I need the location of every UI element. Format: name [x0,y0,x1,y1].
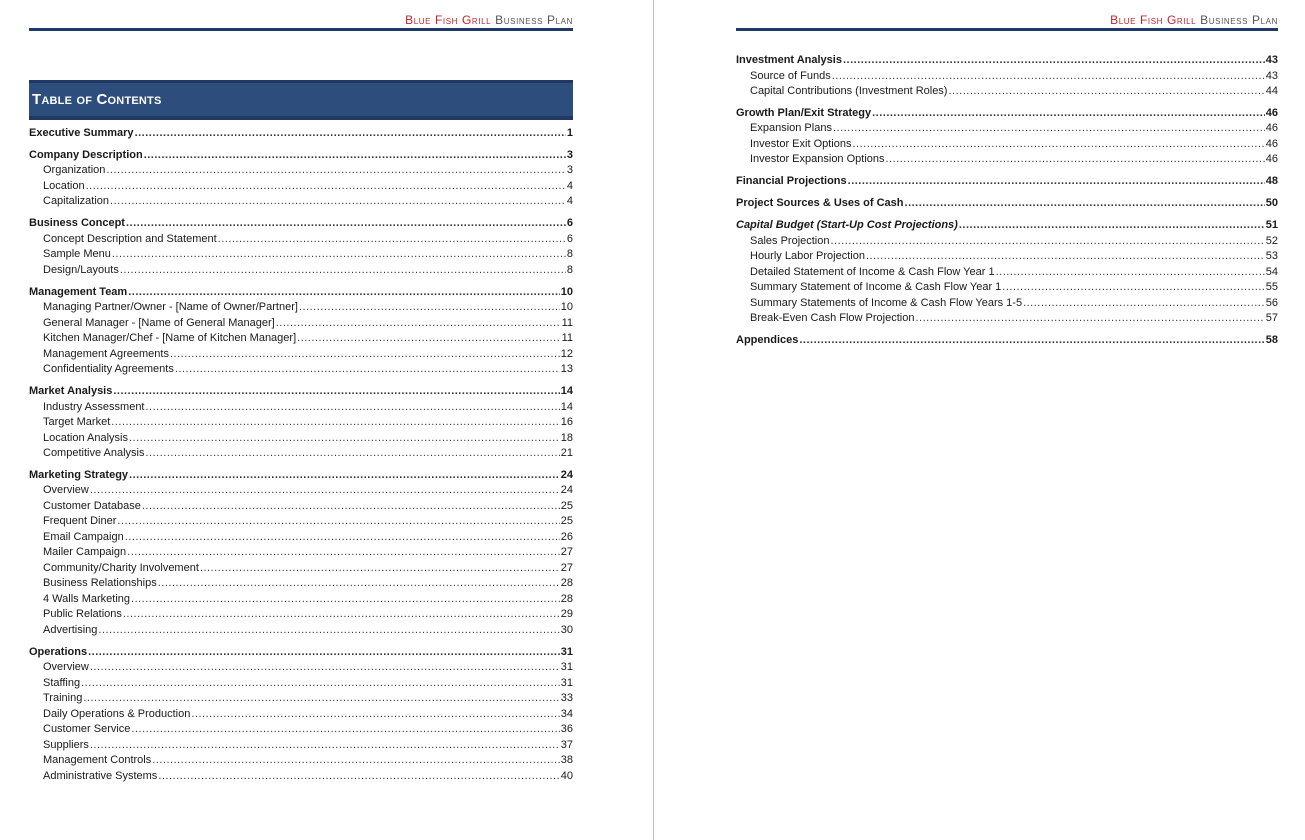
toc-page-number: 6 [566,217,573,230]
toc-page-number: 43 [1265,54,1278,66]
toc-section-entry[interactable] [29,148,573,164]
dot-leader [833,121,1265,137]
toc-entry-title: Location Analysis [43,431,128,444]
toc-subsection-entry[interactable] [29,499,573,515]
toc-page-number: 54 [1265,265,1278,278]
toc-entry-title: Hourly Labor Projection [750,250,865,263]
toc-page-number: 46 [1265,153,1278,166]
dot-leader [158,769,559,785]
dot-leader [123,607,560,623]
toc-page-number: 50 [1265,197,1278,210]
toc-page-number: 30 [560,623,573,636]
toc-page-number: 38 [560,754,573,767]
toc-entry-title: Confidentiality Agreements [43,363,174,376]
toc-subsection-entry[interactable] [736,121,1278,137]
toc-section-entry[interactable] [29,126,573,142]
toc-entry-title: Concept Description and Statement [43,232,217,245]
toc-page-number: 14 [560,400,573,413]
toc-subsection-entry[interactable] [29,753,573,769]
toc-page-number: 10 [560,301,573,314]
toc-subsection-entry[interactable] [29,514,573,530]
toc-section-entry[interactable] [736,174,1278,190]
toc-entry-title: Investor Exit Options [750,137,852,150]
toc-subsection-entry[interactable] [29,545,573,561]
dot-leader [106,163,566,179]
toc-entry-title: Community/Charity Involvement [43,561,199,574]
dot-leader [98,623,559,639]
toc-entry-title: Kitchen Manager/Chef - [Name of Kitchen Manager] [43,332,297,345]
dot-leader [1002,280,1264,296]
toc-section-entry[interactable] [736,218,1278,234]
toc-entry-title: Email Campaign [43,530,124,543]
dot-leader [799,333,1264,349]
toc-subsection-entry[interactable] [29,179,573,195]
dot-leader [127,545,560,561]
toc-page-number: 24 [560,484,573,497]
toc-section-entry[interactable] [736,333,1278,349]
dot-leader [142,499,560,515]
toc-section-entry[interactable] [29,384,573,400]
header-subtitle: Business Plan [1200,13,1278,27]
toc-page-number: 33 [560,692,573,705]
toc-subsection-entry[interactable] [29,769,573,785]
toc-subsection-entry[interactable] [29,738,573,754]
toc-entry-title: Training [43,692,83,705]
toc-page-number: 13 [560,363,573,376]
header-subtitle: Business Plan [495,13,573,27]
toc-entry-title: Capitalization [43,195,110,208]
toc-page-number: 58 [1265,333,1278,346]
toc-page-number: 27 [560,546,573,559]
toc-entry-title: Company Description [29,148,143,161]
toc-entry-title: Location [43,179,85,192]
toc-entry-title: Competitive Analysis [43,447,145,460]
toc-page-number: 25 [560,515,573,528]
dot-leader [81,676,560,692]
toc-page-number: 18 [560,431,573,444]
toc-entry-title: Target Market [43,416,111,429]
dot-leader [90,738,560,754]
toc-page-number: 31 [560,661,573,674]
toc-subsection-entry[interactable] [29,347,573,363]
dot-leader [848,174,1265,190]
toc-page-number: 16 [560,416,573,429]
dot-leader [1023,296,1265,312]
toc-page-number: 29 [560,608,573,621]
toc-entry-title: Sample Menu [43,248,111,261]
dot-leader [129,468,560,484]
toc-section-entry[interactable] [736,53,1278,69]
dot-leader [90,660,560,676]
toc-page-number: 28 [560,577,573,590]
toc-entry-title: Administrative Systems [43,769,158,782]
toc-page-number: 27 [560,561,573,574]
toc-entry-title: Management Controls [43,754,152,767]
dot-leader [996,265,1265,281]
toc-page-number: 31 [560,676,573,689]
toc-page-number: 25 [560,499,573,512]
dot-leader [88,645,560,661]
toc-page-number: 43 [1265,69,1278,82]
header-brand: Blue Fish Grill [405,13,492,27]
toc-subsection-entry[interactable] [29,676,573,692]
dot-leader [129,431,560,447]
dot-leader [297,331,560,347]
toc-page-number: 1 [566,127,573,139]
toc-subsection-entry[interactable] [736,280,1278,296]
dot-leader [86,179,566,195]
dot-leader [126,216,566,232]
dot-leader [146,400,560,416]
toc-section-entry[interactable] [736,196,1278,212]
dot-leader [144,148,566,164]
toc-list-left [29,126,573,784]
toc-entry-title: Customer Service [43,723,131,736]
toc-entry-title: Summary Statements of Income & Cash Flow Years 1-5 [750,296,1023,309]
toc-page-number: 31 [560,645,573,658]
toc-subsection-entry[interactable] [736,265,1278,281]
toc-page-number: 56 [1265,296,1278,309]
toc-subsection-entry[interactable] [736,69,1278,85]
toc-page-number: 26 [560,530,573,543]
toc-page-number: 44 [1265,85,1278,97]
toc-entry-title: Capital Budget (Start-Up Cost Projections) [736,219,958,232]
header-rule [29,28,573,31]
dot-leader [915,311,1264,327]
dot-leader [120,263,566,279]
toc-entry-title: Detailed Statement of Income & Cash Flow Year 1 [750,265,995,278]
toc-entry-title: Staffing [43,676,81,689]
toc-subsection-entry[interactable] [29,316,573,332]
toc-subsection-entry[interactable] [29,576,573,592]
toc-section-entry[interactable] [29,468,573,484]
toc-subsection-entry[interactable] [736,296,1278,312]
toc-subsection-entry[interactable] [29,194,573,210]
toc-subsection-entry[interactable] [29,232,573,248]
running-header [1110,13,1278,27]
toc-subsection-entry[interactable] [29,400,573,416]
dot-leader [117,514,559,530]
dot-leader [872,106,1265,122]
toc-entry-title: Break-Even Cash Flow Projection [750,312,915,325]
toc-subsection-entry[interactable] [29,415,573,431]
toc-entry-title: Business Relationships [43,577,157,590]
toc-subsection-entry[interactable] [29,561,573,577]
toc-entry-title: Project Sources & Uses of Cash [736,197,904,210]
toc-page-number: 3 [566,148,573,161]
toc-subsection-entry[interactable] [29,530,573,546]
toc-entry-title: Source of Funds [750,69,831,82]
toc-page-number: 46 [1265,122,1278,135]
dot-leader [276,316,561,332]
toc-subsection-entry[interactable] [29,707,573,723]
dot-leader [131,722,559,738]
dot-leader [170,347,560,363]
toc-banner [29,80,573,120]
dot-leader [112,247,566,263]
toc-entry-title: Industry Assessment [43,400,145,413]
toc-entry-title: Advertising [43,623,98,636]
toc-entry-title: Marketing Strategy [29,468,129,481]
dot-leader [832,69,1265,85]
toc-entry-title: Expansion Plans [750,122,832,135]
dot-leader [905,196,1265,212]
dot-leader [111,415,560,431]
header-brand: Blue Fish Grill [1110,13,1197,27]
dot-leader [853,137,1265,153]
toc-entry-title: Public Relations [43,608,122,621]
toc-section-entry[interactable] [29,285,573,301]
toc-entry-title: Capital Contributions (Investment Roles) [750,85,948,97]
toc-entry-title: Sales Projection [750,234,830,247]
toc-page-number: 6 [566,232,573,245]
dot-leader [831,234,1265,250]
dot-leader [866,249,1265,265]
toc-subsection-entry[interactable] [29,722,573,738]
toc-section-entry[interactable] [736,106,1278,122]
toc-title: Table of Contents [32,91,162,108]
toc-subsection-entry[interactable] [29,592,573,608]
dot-leader [128,285,560,301]
dot-leader [135,126,566,142]
toc-page-number: 40 [560,769,573,782]
toc-page-number: 55 [1265,281,1278,294]
toc-page-number: 52 [1265,234,1278,247]
toc-subsection-entry[interactable] [29,247,573,263]
page-divider [653,0,654,840]
dot-leader [90,483,560,499]
toc-entry-title: Design/Layouts [43,263,119,276]
dot-leader [948,84,1264,100]
toc-page-number: 8 [566,248,573,261]
toc-page-number: 8 [566,263,573,276]
toc-entry-title: Daily Operations & Production [43,707,191,720]
toc-entry-title: Suppliers [43,738,89,751]
toc-page-number: 57 [1265,312,1278,325]
toc-page-number: 34 [560,707,573,720]
toc-entry-title: Appendices [736,333,799,346]
dot-leader [299,300,560,316]
toc-entry-title: Overview [43,484,89,497]
dot-leader [843,53,1265,69]
toc-page-number: 48 [1265,175,1278,188]
toc-section-entry[interactable] [29,216,573,232]
toc-page-number: 11 [561,316,573,329]
dot-leader [175,362,560,378]
dot-leader [146,446,560,462]
toc-subsection-entry[interactable] [736,84,1278,100]
toc-entry-title: Frequent Diner [43,515,117,528]
toc-page-number: 14 [560,385,573,398]
toc-subsection-entry[interactable] [736,234,1278,250]
toc-subsection-entry[interactable] [29,263,573,279]
toc-entry-title: Management Team [29,285,128,298]
dot-leader [158,576,560,592]
toc-subsection-entry[interactable] [29,660,573,676]
toc-entry-title: Investment Analysis [736,54,842,66]
toc-section-entry[interactable] [29,645,573,661]
toc-entry-title: Operations [29,645,88,658]
toc-entry-title: Management Agreements [43,347,169,360]
toc-subsection-entry[interactable] [29,431,573,447]
toc-entry-title: Overview [43,661,89,674]
toc-entry-title: Investor Expansion Options [750,153,885,166]
dot-leader [886,152,1265,168]
toc-entry-title: Summary Statement of Income & Cash Flow Year 1 [750,281,1002,294]
toc-page-number: 11 [561,332,573,345]
toc-page-number: 51 [1265,219,1278,232]
toc-subsection-entry[interactable] [29,483,573,499]
toc-subsection-entry[interactable] [736,137,1278,153]
toc-page-number: 46 [1265,137,1278,150]
toc-page-number: 4 [566,179,573,192]
toc-entry-title: Financial Projections [736,175,847,188]
toc-subsection-entry[interactable] [29,163,573,179]
toc-entry-title: Organization [43,164,106,177]
toc-subsection-entry[interactable] [736,311,1278,327]
dot-leader [110,194,566,210]
toc-entry-title: 4 Walls Marketing [43,592,131,605]
toc-subsection-entry[interactable] [29,623,573,639]
toc-subsection-entry[interactable] [29,300,573,316]
toc-list-right [736,53,1278,348]
toc-page-number: 12 [560,347,573,360]
toc-subsection-entry[interactable] [29,331,573,347]
dot-leader [191,707,559,723]
dot-leader [218,232,566,248]
toc-entry-title: Growth Plan/Exit Strategy [736,106,872,119]
toc-page-number: 46 [1265,106,1278,119]
toc-entry-title: Market Analysis [29,385,113,398]
running-header [405,13,573,27]
toc-entry-title: Business Concept [29,217,125,230]
dot-leader [200,561,560,577]
toc-subsection-entry[interactable] [736,152,1278,168]
toc-page-number: 4 [566,195,573,208]
dot-leader [959,218,1265,234]
toc-entry-title: Managing Partner/Owner - [Name of Owner/Partner] [43,301,298,314]
dot-leader [152,753,560,769]
toc-page-number: 53 [1265,250,1278,263]
dot-leader [83,691,559,707]
toc-subsection-entry[interactable] [29,446,573,462]
dot-leader [125,530,560,546]
dot-leader [131,592,560,608]
toc-page-number: 36 [560,723,573,736]
toc-page-number: 10 [560,285,573,298]
toc-entry-title: Customer Database [43,499,141,512]
header-rule [736,28,1278,31]
toc-entry-title: General Manager - [Name of General Manager] [43,316,275,329]
toc-page-number: 28 [560,592,573,605]
toc-page-number: 21 [560,447,573,460]
toc-entry-title: Executive Summary [29,127,134,139]
toc-page-number: 37 [560,738,573,751]
toc-subsection-entry[interactable] [29,607,573,623]
toc-page-number: 3 [566,164,573,177]
dot-leader [113,384,559,400]
toc-page-number: 24 [560,468,573,481]
toc-subsection-entry[interactable] [736,249,1278,265]
toc-entry-title: Mailer Campaign [43,546,127,559]
toc-subsection-entry[interactable] [29,362,573,378]
toc-subsection-entry[interactable] [29,691,573,707]
